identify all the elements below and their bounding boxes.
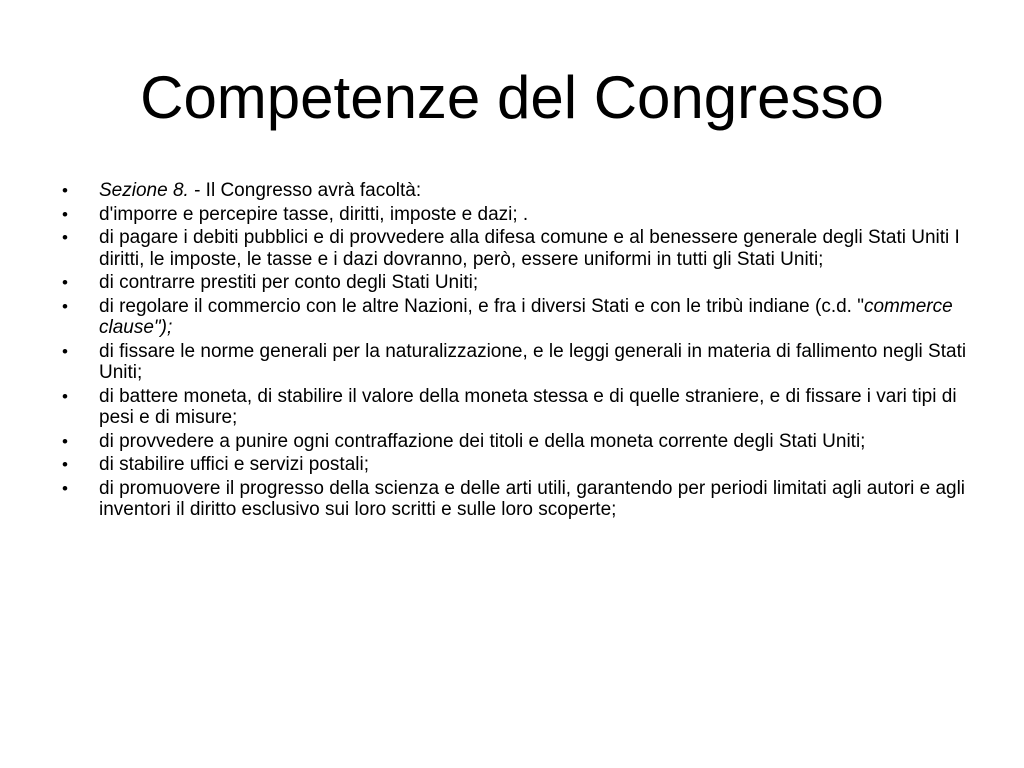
list-item (62, 296, 972, 339)
list-item (62, 272, 972, 294)
list-item-text: di regolare il commercio con le altre Nazioni, e fra i diversi Stati e con le tribù indiane (c.d. " (99, 295, 864, 317)
list-item-text: di contrarre prestiti per conto degli Stati Uniti; (99, 272, 479, 293)
bullet-icon: • (62, 341, 68, 361)
bullet-icon: • (62, 455, 68, 474)
list-item-text: di stabilire uffici e servizi postali; (99, 454, 369, 475)
list-item-text: - Il Congresso avrà facoltà: (188, 180, 422, 201)
bullet-icon: • (62, 478, 68, 498)
list-item-text: di battere moneta, di stabilire il valore della moneta stessa e di quelle straniere, e di fissare i vari tipi di pesi e di misure; (99, 385, 957, 428)
bullet-icon: • (62, 273, 68, 292)
list-item (62, 478, 972, 521)
list-item (62, 180, 972, 202)
slide-title: Competenze del Congresso (140, 64, 884, 131)
bullet-icon: • (62, 181, 68, 200)
commerce-clause-label: commerce clause"); (99, 295, 953, 338)
list-item (62, 386, 972, 429)
list-item (62, 454, 972, 476)
bullet-icon: • (62, 228, 68, 247)
list-item-text: di promuovere il progresso della scienza e delle arti utili, garantendo per periodi limitati agli autori e agli inventori il diritto esclusivo sui loro scritti e sulle loro scoperte; (99, 477, 966, 520)
list-item-text: di fissare le norme generali per la naturalizzazione, e le leggi generali in materia di fallimento negli Stati Uniti; (99, 340, 967, 383)
list-item-text: di pagare i debiti pubblici e di provvedere alla difesa comune e al benessere generale degli Stati Uniti I diritti, le imposte, le tasse e i dazi dovranno, però, essere uniformi in tutti gli Stati Uniti; (99, 227, 960, 270)
bullet-icon: • (62, 204, 68, 224)
bullet-list (62, 180, 972, 523)
section-label: Sezione 8. (99, 180, 189, 201)
list-item (62, 431, 972, 453)
list-item (62, 204, 972, 226)
list-item-text: d'imporre e percepire tasse, diritti, imposte e dazi; . (99, 203, 529, 225)
bullet-icon: • (62, 386, 68, 406)
list-item-text: di provvedere a punire ogni contraffazione dei titoli e della moneta corrente degli Stati Uniti; (99, 430, 866, 452)
list-item (62, 341, 972, 384)
bullet-icon: • (62, 431, 68, 451)
bullet-icon: • (62, 296, 68, 316)
list-item (62, 227, 972, 270)
